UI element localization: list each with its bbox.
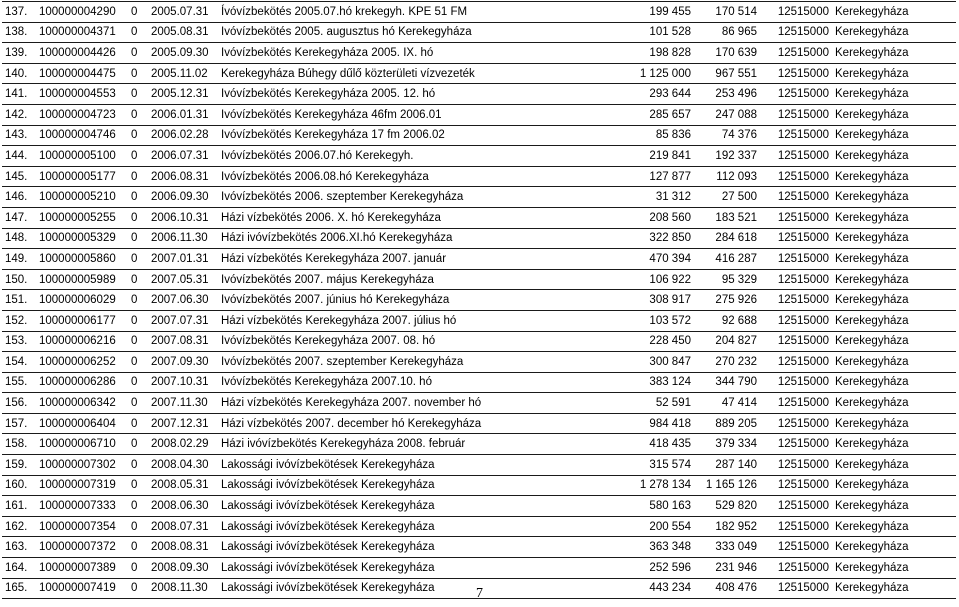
- asset-id-cell: 100000006404: [36, 413, 128, 434]
- sub-number-cell: 0: [128, 372, 148, 393]
- sub-number-cell: 0: [128, 166, 148, 187]
- table-row: [2, 22, 956, 43]
- location-cell: Kerekegyháza: [832, 578, 956, 599]
- asset-description-cell: Ivóvízbekötés Kerekegyháza 2005. 12. hó: [218, 84, 614, 105]
- account-code-cell: 12515000: [760, 22, 832, 43]
- net-value-cell: 408 476: [694, 578, 760, 599]
- asset-description-cell: Lakossági ivóvízbekötések Kerekegyháza: [218, 496, 614, 517]
- activation-date-cell: 2007.01.31: [148, 249, 218, 270]
- activation-date-cell: 2007.09.30: [148, 352, 218, 373]
- sub-number-cell: 0: [128, 393, 148, 414]
- location-cell: Kerekegyháza: [832, 455, 956, 476]
- asset-id-cell: 100000005989: [36, 269, 128, 290]
- asset-id-cell: 100000006177: [36, 310, 128, 331]
- asset-id-cell: 100000006252: [36, 352, 128, 373]
- asset-description-cell: Ivóvízbekötés 2006. szeptember Kerekegyháza: [218, 187, 614, 208]
- gross-value-cell: 293 644: [614, 84, 694, 105]
- gross-value-cell: 200 554: [614, 516, 694, 537]
- asset-id-cell: 100000006029: [36, 290, 128, 311]
- net-value-cell: 1 165 126: [694, 475, 760, 496]
- activation-date-cell: 2006.10.31: [148, 207, 218, 228]
- asset-description-cell: Ivóvízbekötés 2006.08.hó Kerekegyháza: [218, 166, 614, 187]
- sub-number-cell: 0: [128, 207, 148, 228]
- activation-date-cell: 2008.04.30: [148, 455, 218, 476]
- net-value-cell: 967 551: [694, 63, 760, 84]
- sub-number-cell: 0: [128, 249, 148, 270]
- account-code-cell: 12515000: [760, 207, 832, 228]
- asset-description-cell: Ivóvízbekötés Kerekegyháza 46fm 2006.01: [218, 104, 614, 125]
- table-row: [2, 434, 956, 455]
- sub-number-cell: 0: [128, 496, 148, 517]
- row-number-cell: 151.: [2, 290, 36, 311]
- row-number-cell: 163.: [2, 537, 36, 558]
- table-row: [2, 496, 956, 517]
- gross-value-cell: 52 591: [614, 393, 694, 414]
- gross-value-cell: 106 922: [614, 269, 694, 290]
- gross-value-cell: 199 455: [614, 2, 694, 23]
- location-cell: Kerekegyháza: [832, 43, 956, 64]
- activation-date-cell: 2006.09.30: [148, 187, 218, 208]
- sub-number-cell: 0: [128, 63, 148, 84]
- location-cell: Kerekegyháza: [832, 2, 956, 23]
- row-number-cell: 152.: [2, 310, 36, 331]
- location-cell: Kerekegyháza: [832, 228, 956, 249]
- table-row: [2, 43, 956, 64]
- row-number-cell: 143.: [2, 125, 36, 146]
- activation-date-cell: 2006.11.30: [148, 228, 218, 249]
- row-number-cell: 159.: [2, 455, 36, 476]
- net-value-cell: 170 639: [694, 43, 760, 64]
- activation-date-cell: 2008.05.31: [148, 475, 218, 496]
- asset-description-cell: Ivóvízbekötés 2007. szeptember Kerekegyháza: [218, 352, 614, 373]
- table-row: [2, 537, 956, 558]
- asset-id-cell: 100000007333: [36, 496, 128, 517]
- sub-number-cell: 0: [128, 146, 148, 167]
- gross-value-cell: 470 394: [614, 249, 694, 270]
- net-value-cell: 182 952: [694, 516, 760, 537]
- activation-date-cell: 2005.11.02: [148, 63, 218, 84]
- sub-number-cell: 0: [128, 310, 148, 331]
- location-cell: Kerekegyháza: [832, 475, 956, 496]
- table-row: [2, 84, 956, 105]
- net-value-cell: 287 140: [694, 455, 760, 476]
- asset-id-cell: 100000004723: [36, 104, 128, 125]
- sub-number-cell: 0: [128, 187, 148, 208]
- location-cell: Kerekegyháza: [832, 558, 956, 579]
- row-number-cell: 145.: [2, 166, 36, 187]
- net-value-cell: 27 500: [694, 187, 760, 208]
- gross-value-cell: 198 828: [614, 43, 694, 64]
- row-number-cell: 161.: [2, 496, 36, 517]
- row-number-cell: 142.: [2, 104, 36, 125]
- sub-number-cell: 0: [128, 558, 148, 579]
- location-cell: Kerekegyháza: [832, 125, 956, 146]
- location-cell: Kerekegyháza: [832, 146, 956, 167]
- asset-id-cell: 100000005329: [36, 228, 128, 249]
- gross-value-cell: 1 278 134: [614, 475, 694, 496]
- location-cell: Kerekegyháza: [832, 352, 956, 373]
- net-value-cell: 275 926: [694, 290, 760, 311]
- gross-value-cell: 103 572: [614, 310, 694, 331]
- sub-number-cell: 0: [128, 434, 148, 455]
- asset-id-cell: 100000004553: [36, 84, 128, 105]
- asset-id-cell: 100000005255: [36, 207, 128, 228]
- activation-date-cell: 2008.07.31: [148, 516, 218, 537]
- account-code-cell: 12515000: [760, 63, 832, 84]
- asset-description-cell: Ivóvízbekötés Kerekegyháza 2007.10. hó: [218, 372, 614, 393]
- asset-id-cell: 100000007354: [36, 516, 128, 537]
- asset-description-cell: Házi vízbekötés 2007. december hó Kerekegyháza: [218, 413, 614, 434]
- account-code-cell: 12515000: [760, 331, 832, 352]
- asset-table-body: [2, 2, 956, 599]
- activation-date-cell: 2008.11.30: [148, 578, 218, 599]
- asset-description-cell: Ívóvízbekötés 2005.07.hó krekegyh. KPE 51 FM: [218, 2, 614, 23]
- asset-description-cell: Ivóvízbekötés Kerekegyháza 2005. IX. hó: [218, 43, 614, 64]
- gross-value-cell: 308 917: [614, 290, 694, 311]
- sub-number-cell: 0: [128, 2, 148, 23]
- row-number-cell: 149.: [2, 249, 36, 270]
- asset-id-cell: 100000005860: [36, 249, 128, 270]
- account-code-cell: 12515000: [760, 84, 832, 105]
- net-value-cell: 529 820: [694, 496, 760, 517]
- activation-date-cell: 2007.12.31: [148, 413, 218, 434]
- sub-number-cell: 0: [128, 537, 148, 558]
- asset-description-cell: Házi ivóvízbekötés 2006.XI.hó Kerekegyháza: [218, 228, 614, 249]
- activation-date-cell: 2006.08.31: [148, 166, 218, 187]
- asset-id-cell: 100000004475: [36, 63, 128, 84]
- activation-date-cell: 2008.09.30: [148, 558, 218, 579]
- gross-value-cell: 228 450: [614, 331, 694, 352]
- sub-number-cell: 0: [128, 413, 148, 434]
- account-code-cell: 12515000: [760, 516, 832, 537]
- location-cell: Kerekegyháza: [832, 434, 956, 455]
- account-code-cell: 12515000: [760, 578, 832, 599]
- table-row: [2, 228, 956, 249]
- asset-description-cell: Ivóvízbekötés 2007. május Kerekegyháza: [218, 269, 614, 290]
- sub-number-cell: 0: [128, 455, 148, 476]
- activation-date-cell: 2006.02.28: [148, 125, 218, 146]
- gross-value-cell: 300 847: [614, 352, 694, 373]
- account-code-cell: 12515000: [760, 393, 832, 414]
- activation-date-cell: 2006.07.31: [148, 146, 218, 167]
- net-value-cell: 247 088: [694, 104, 760, 125]
- sub-number-cell: 0: [128, 516, 148, 537]
- row-number-cell: 150.: [2, 269, 36, 290]
- account-code-cell: 12515000: [760, 249, 832, 270]
- asset-id-cell: 100000004426: [36, 43, 128, 64]
- asset-id-cell: 100000007319: [36, 475, 128, 496]
- gross-value-cell: 443 234: [614, 578, 694, 599]
- row-number-cell: 140.: [2, 63, 36, 84]
- location-cell: Kerekegyháza: [832, 249, 956, 270]
- net-value-cell: 86 965: [694, 22, 760, 43]
- row-number-cell: 147.: [2, 207, 36, 228]
- sub-number-cell: 0: [128, 84, 148, 105]
- location-cell: Kerekegyháza: [832, 166, 956, 187]
- location-cell: Kerekegyháza: [832, 290, 956, 311]
- table-row: [2, 310, 956, 331]
- account-code-cell: 12515000: [760, 146, 832, 167]
- asset-description-cell: Lakossági ivóvízbekötések Kerekegyháza: [218, 455, 614, 476]
- location-cell: Kerekegyháza: [832, 310, 956, 331]
- row-number-cell: 148.: [2, 228, 36, 249]
- table-row: [2, 516, 956, 537]
- location-cell: Kerekegyháza: [832, 63, 956, 84]
- asset-id-cell: 100000004746: [36, 125, 128, 146]
- table-row: [2, 352, 956, 373]
- table-row: [2, 2, 956, 23]
- row-number-cell: 146.: [2, 187, 36, 208]
- net-value-cell: 192 337: [694, 146, 760, 167]
- activation-date-cell: 2007.11.30: [148, 393, 218, 414]
- activation-date-cell: 2005.07.31: [148, 2, 218, 23]
- table-row: [2, 63, 956, 84]
- table-row: [2, 207, 956, 228]
- location-cell: Kerekegyháza: [832, 269, 956, 290]
- row-number-cell: 165.: [2, 578, 36, 599]
- asset-description-cell: Lakossági ivóvízbekötések Kerekegyháza: [218, 475, 614, 496]
- activation-date-cell: 2005.12.31: [148, 84, 218, 105]
- asset-description-cell: Házi vízbekötés Kerekegyháza 2007. november hó: [218, 393, 614, 414]
- account-code-cell: 12515000: [760, 166, 832, 187]
- asset-id-cell: 100000005210: [36, 187, 128, 208]
- gross-value-cell: 418 435: [614, 434, 694, 455]
- asset-description-cell: Lakossági ivóvízbekötések Kerekegyháza: [218, 537, 614, 558]
- sub-number-cell: 0: [128, 22, 148, 43]
- asset-id-cell: 100000006216: [36, 331, 128, 352]
- row-number-cell: 153.: [2, 331, 36, 352]
- activation-date-cell: 2007.07.31: [148, 310, 218, 331]
- location-cell: Kerekegyháza: [832, 84, 956, 105]
- gross-value-cell: 580 163: [614, 496, 694, 517]
- asset-description-cell: Lakossági ivóvízbekötések Kerekegyháza: [218, 578, 614, 599]
- row-number-cell: 162.: [2, 516, 36, 537]
- asset-id-cell: 100000006342: [36, 393, 128, 414]
- activation-date-cell: 2005.09.30: [148, 43, 218, 64]
- net-value-cell: 379 334: [694, 434, 760, 455]
- asset-description-cell: Házi vízbekötés Kerekegyháza 2007. július hó: [218, 310, 614, 331]
- gross-value-cell: 383 124: [614, 372, 694, 393]
- row-number-cell: 160.: [2, 475, 36, 496]
- table-row: [2, 249, 956, 270]
- asset-description-cell: Ivóvízbekötés Kerekegyháza 17 fm 2006.02: [218, 125, 614, 146]
- gross-value-cell: 315 574: [614, 455, 694, 476]
- gross-value-cell: 219 841: [614, 146, 694, 167]
- gross-value-cell: 252 596: [614, 558, 694, 579]
- net-value-cell: 253 496: [694, 84, 760, 105]
- asset-description-cell: Lakossági ivóvízbekötések Kerekegyháza: [218, 516, 614, 537]
- account-code-cell: 12515000: [760, 413, 832, 434]
- account-code-cell: 12515000: [760, 537, 832, 558]
- account-code-cell: 12515000: [760, 372, 832, 393]
- net-value-cell: 231 946: [694, 558, 760, 579]
- net-value-cell: 889 205: [694, 413, 760, 434]
- account-code-cell: 12515000: [760, 2, 832, 23]
- sub-number-cell: 0: [128, 331, 148, 352]
- row-number-cell: 141.: [2, 84, 36, 105]
- location-cell: Kerekegyháza: [832, 393, 956, 414]
- page-number: 7: [476, 586, 483, 601]
- location-cell: Kerekegyháza: [832, 187, 956, 208]
- gross-value-cell: 101 528: [614, 22, 694, 43]
- gross-value-cell: 363 348: [614, 537, 694, 558]
- asset-id-cell: 100000007372: [36, 537, 128, 558]
- location-cell: Kerekegyháza: [832, 331, 956, 352]
- gross-value-cell: 208 560: [614, 207, 694, 228]
- account-code-cell: 12515000: [760, 104, 832, 125]
- sub-number-cell: 0: [128, 578, 148, 599]
- net-value-cell: 416 287: [694, 249, 760, 270]
- net-value-cell: 333 049: [694, 537, 760, 558]
- table-row: [2, 413, 956, 434]
- asset-description-cell: Házi vízbekötés Kerekegyháza 2007. január: [218, 249, 614, 270]
- table-row: [2, 166, 956, 187]
- asset-id-cell: 100000006286: [36, 372, 128, 393]
- net-value-cell: 270 232: [694, 352, 760, 373]
- asset-id-cell: 100000005100: [36, 146, 128, 167]
- account-code-cell: 12515000: [760, 496, 832, 517]
- asset-id-cell: 100000007389: [36, 558, 128, 579]
- location-cell: Kerekegyháza: [832, 413, 956, 434]
- asset-description-cell: Kerekegyháza Búhegy dűlő közterületi vízvezeték: [218, 63, 614, 84]
- gross-value-cell: 285 657: [614, 104, 694, 125]
- account-code-cell: 12515000: [760, 290, 832, 311]
- gross-value-cell: 85 836: [614, 125, 694, 146]
- asset-id-cell: 100000006710: [36, 434, 128, 455]
- net-value-cell: 204 827: [694, 331, 760, 352]
- location-cell: Kerekegyháza: [832, 537, 956, 558]
- table-row: [2, 104, 956, 125]
- table-row: [2, 475, 956, 496]
- location-cell: Kerekegyháza: [832, 22, 956, 43]
- asset-description-cell: Ivóvízbekötés Kerekegyháza 2007. 08. hó: [218, 331, 614, 352]
- asset-id-cell: 100000004290: [36, 2, 128, 23]
- gross-value-cell: 1 125 000: [614, 63, 694, 84]
- account-code-cell: 12515000: [760, 187, 832, 208]
- activation-date-cell: 2005.08.31: [148, 22, 218, 43]
- table-row: [2, 331, 956, 352]
- account-code-cell: 12515000: [760, 352, 832, 373]
- account-code-cell: 12515000: [760, 228, 832, 249]
- location-cell: Kerekegyháza: [832, 496, 956, 517]
- table-row: [2, 558, 956, 579]
- activation-date-cell: 2008.02.29: [148, 434, 218, 455]
- gross-value-cell: 31 312: [614, 187, 694, 208]
- net-value-cell: 183 521: [694, 207, 760, 228]
- table-row: [2, 269, 956, 290]
- activation-date-cell: 2007.10.31: [148, 372, 218, 393]
- activation-date-cell: 2008.06.30: [148, 496, 218, 517]
- asset-id-cell: 100000004371: [36, 22, 128, 43]
- row-number-cell: 144.: [2, 146, 36, 167]
- asset-table: [2, 1, 956, 599]
- location-cell: Kerekegyháza: [832, 516, 956, 537]
- row-number-cell: 154.: [2, 352, 36, 373]
- net-value-cell: 47 414: [694, 393, 760, 414]
- activation-date-cell: 2008.08.31: [148, 537, 218, 558]
- activation-date-cell: 2007.06.30: [148, 290, 218, 311]
- row-number-cell: 164.: [2, 558, 36, 579]
- table-row: [2, 125, 956, 146]
- net-value-cell: 170 514: [694, 2, 760, 23]
- asset-description-cell: Ivóvízbekötés 2007. június hó Kerekegyháza: [218, 290, 614, 311]
- table-row: [2, 455, 956, 476]
- net-value-cell: 344 790: [694, 372, 760, 393]
- sub-number-cell: 0: [128, 228, 148, 249]
- asset-id-cell: 100000007419: [36, 578, 128, 599]
- table-row: [2, 393, 956, 414]
- asset-description-cell: Házi ivóvízbekötés Kerekegyháza 2008. február: [218, 434, 614, 455]
- account-code-cell: 12515000: [760, 43, 832, 64]
- net-value-cell: 74 376: [694, 125, 760, 146]
- table-row: [2, 290, 956, 311]
- row-number-cell: 138.: [2, 22, 36, 43]
- net-value-cell: 92 688: [694, 310, 760, 331]
- account-code-cell: 12515000: [760, 125, 832, 146]
- location-cell: Kerekegyháza: [832, 372, 956, 393]
- table-row: [2, 187, 956, 208]
- gross-value-cell: 984 418: [614, 413, 694, 434]
- sub-number-cell: 0: [128, 290, 148, 311]
- asset-description-cell: Házi vízbekötés 2006. X. hó Kerekegyháza: [218, 207, 614, 228]
- sub-number-cell: 0: [128, 43, 148, 64]
- activation-date-cell: 2007.08.31: [148, 331, 218, 352]
- row-number-cell: 157.: [2, 413, 36, 434]
- gross-value-cell: 322 850: [614, 228, 694, 249]
- activation-date-cell: 2007.05.31: [148, 269, 218, 290]
- sub-number-cell: 0: [128, 104, 148, 125]
- account-code-cell: 12515000: [760, 475, 832, 496]
- account-code-cell: 12515000: [760, 310, 832, 331]
- asset-id-cell: 100000007302: [36, 455, 128, 476]
- table-row: [2, 146, 956, 167]
- net-value-cell: 95 329: [694, 269, 760, 290]
- sub-number-cell: 0: [128, 475, 148, 496]
- row-number-cell: 137.: [2, 2, 36, 23]
- activation-date-cell: 2006.01.31: [148, 104, 218, 125]
- location-cell: Kerekegyháza: [832, 104, 956, 125]
- row-number-cell: 139.: [2, 43, 36, 64]
- sub-number-cell: 0: [128, 269, 148, 290]
- sub-number-cell: 0: [128, 352, 148, 373]
- account-code-cell: 12515000: [760, 269, 832, 290]
- account-code-cell: 12515000: [760, 434, 832, 455]
- asset-description-cell: Ivóvízbekötés 2005. augusztus hó Kerekegyháza: [218, 22, 614, 43]
- sub-number-cell: 0: [128, 125, 148, 146]
- asset-description-cell: Ivóvízbekötés 2006.07.hó Kerekegyh.: [218, 146, 614, 167]
- account-code-cell: 12515000: [760, 455, 832, 476]
- gross-value-cell: 127 877: [614, 166, 694, 187]
- table-row: [2, 372, 956, 393]
- net-value-cell: 112 093: [694, 166, 760, 187]
- account-code-cell: 12515000: [760, 558, 832, 579]
- row-number-cell: 155.: [2, 372, 36, 393]
- row-number-cell: 158.: [2, 434, 36, 455]
- row-number-cell: 156.: [2, 393, 36, 414]
- net-value-cell: 284 618: [694, 228, 760, 249]
- asset-id-cell: 100000005177: [36, 166, 128, 187]
- location-cell: Kerekegyháza: [832, 207, 956, 228]
- asset-description-cell: Lakossági ivóvízbekötések Kerekegyháza: [218, 558, 614, 579]
